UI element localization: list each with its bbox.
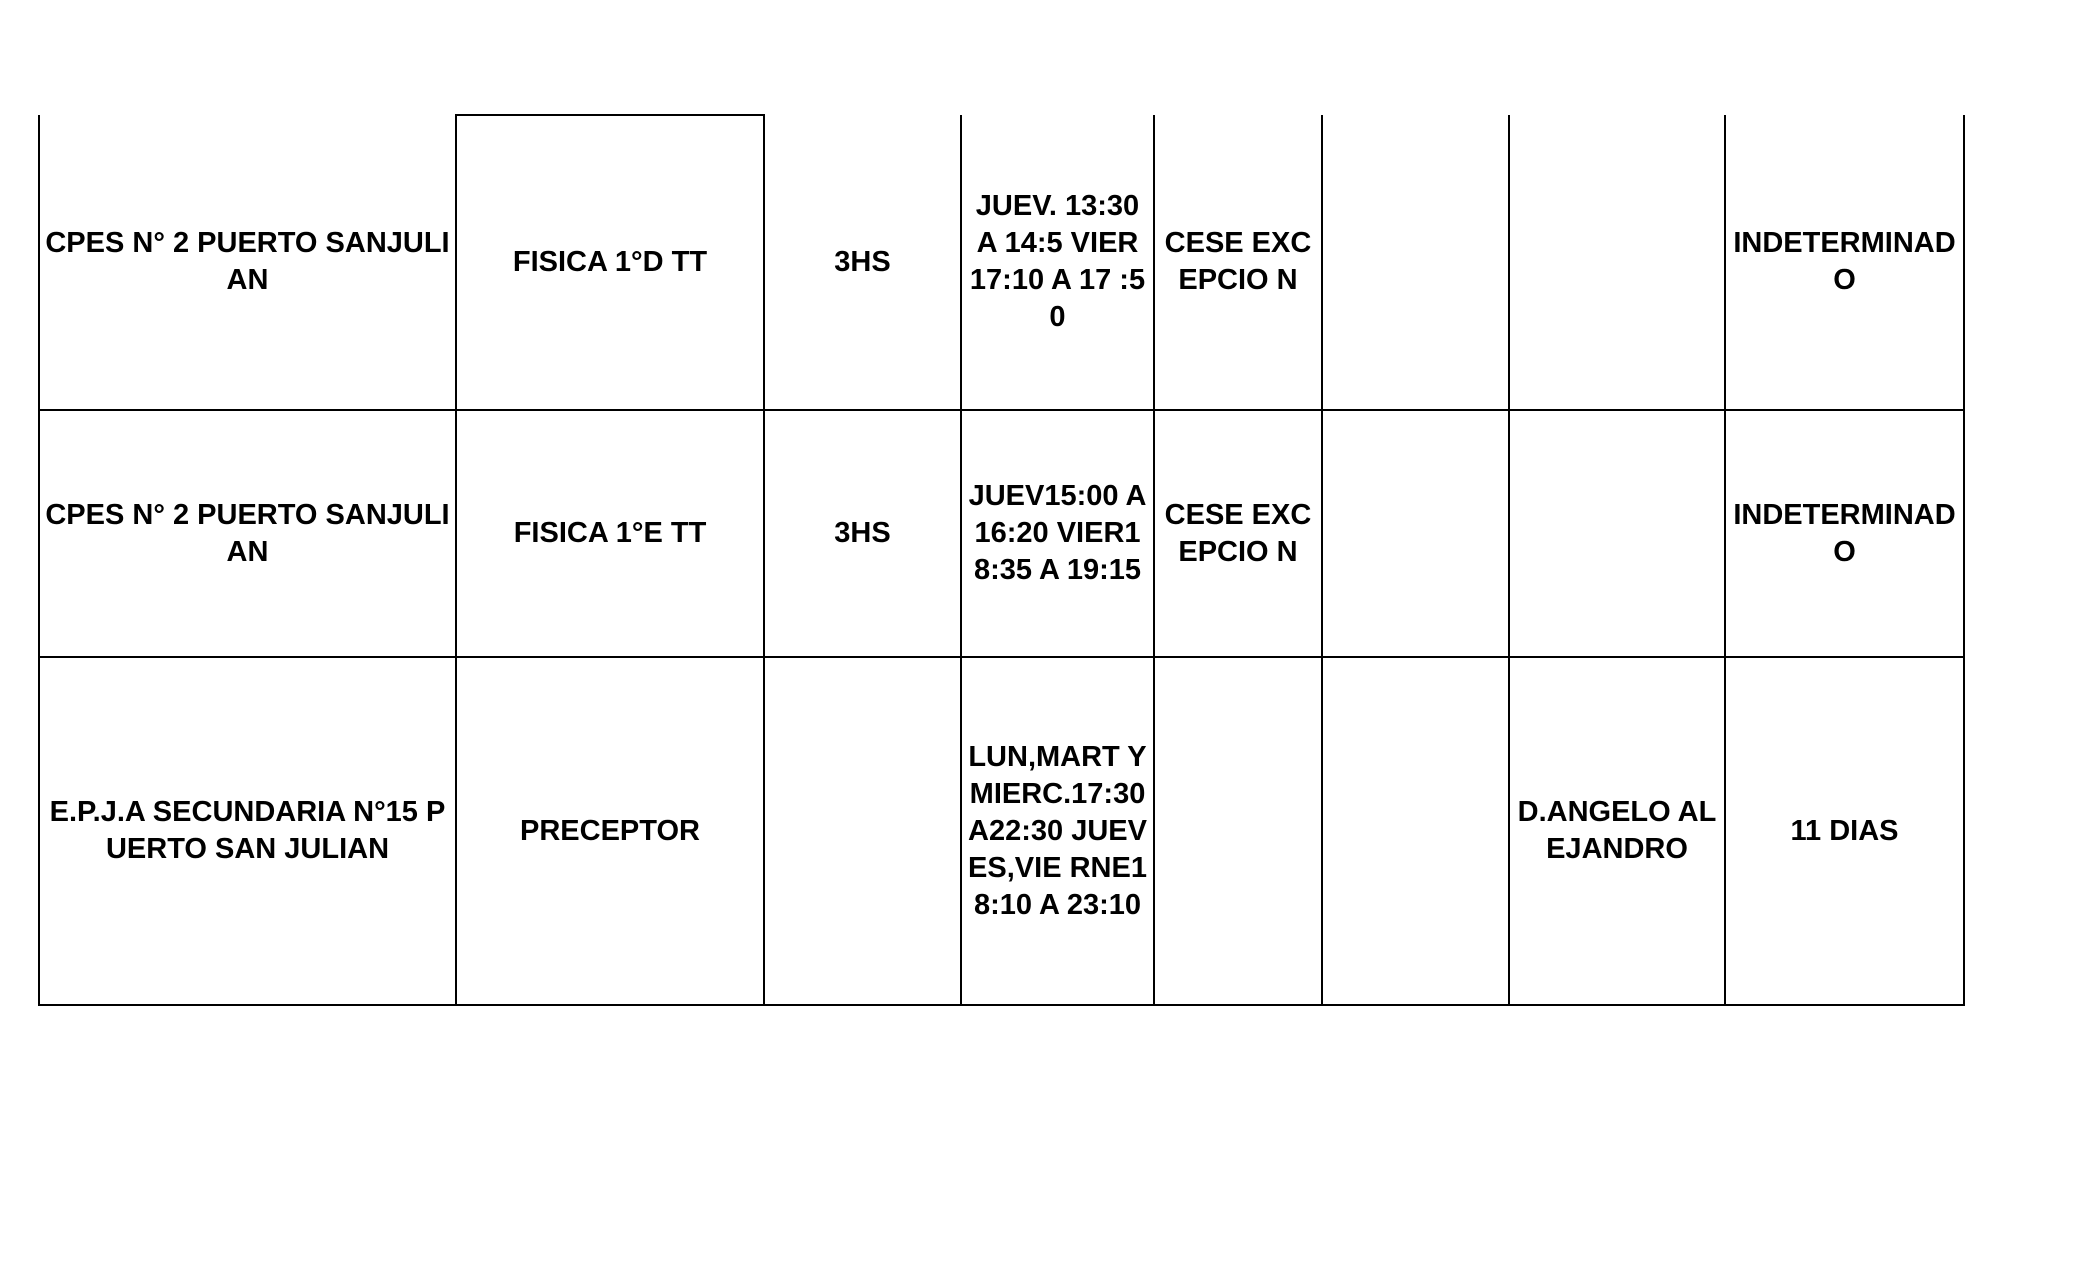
status-cell: CESE EXCEPCIO N — [1154, 115, 1322, 410]
status-cell: CESE EXCEPCIO N — [1154, 410, 1322, 657]
blank-cell — [1322, 115, 1509, 410]
term-cell: 11 DIAS — [1725, 657, 1964, 1005]
schedule-cell: JUEV15:00 A16:20 VIER18:35 A 19:15 — [961, 410, 1154, 657]
term-cell: INDETERMINAD O — [1725, 410, 1964, 657]
schedule-cell: LUN,MART Y MIERC.17:30 A22:30 JUEVES,VIE RNE18:10 A 23:10 — [961, 657, 1154, 1005]
status-cell — [1154, 657, 1322, 1005]
table-row — [39, 115, 1964, 410]
replaced-person-cell: D.ANGELO ALEJANDRO — [1509, 657, 1725, 1005]
hours-cell: 3HS — [764, 410, 961, 657]
term-cell: INDETERMINAD O — [1725, 115, 1964, 410]
schedule-cell: JUEV. 13:30 A 14:5 VIER 17:10 A 17 :50 — [961, 115, 1154, 410]
replaced-person-cell — [1509, 115, 1725, 410]
subject-cell: PRECEPTOR — [456, 657, 764, 1005]
replaced-person-cell — [1509, 410, 1725, 657]
positions-table — [38, 114, 1965, 1006]
table-row — [39, 410, 1964, 657]
school-cell: CPES N° 2 PUERTO SANJULIAN — [39, 410, 456, 657]
school-cell: E.P.J.A SECUNDARIA N°15 PUERTO SAN JULIAN — [39, 657, 456, 1005]
table-row — [39, 657, 1964, 1005]
blank-cell — [1322, 410, 1509, 657]
blank-cell — [1322, 657, 1509, 1005]
subject-cell: FISICA 1°D TT — [456, 115, 764, 410]
subject-cell: FISICA 1°E TT — [456, 410, 764, 657]
school-cell: CPES N° 2 PUERTO SANJULIAN — [39, 115, 456, 410]
hours-cell: 3HS — [764, 115, 961, 410]
hours-cell — [764, 657, 961, 1005]
